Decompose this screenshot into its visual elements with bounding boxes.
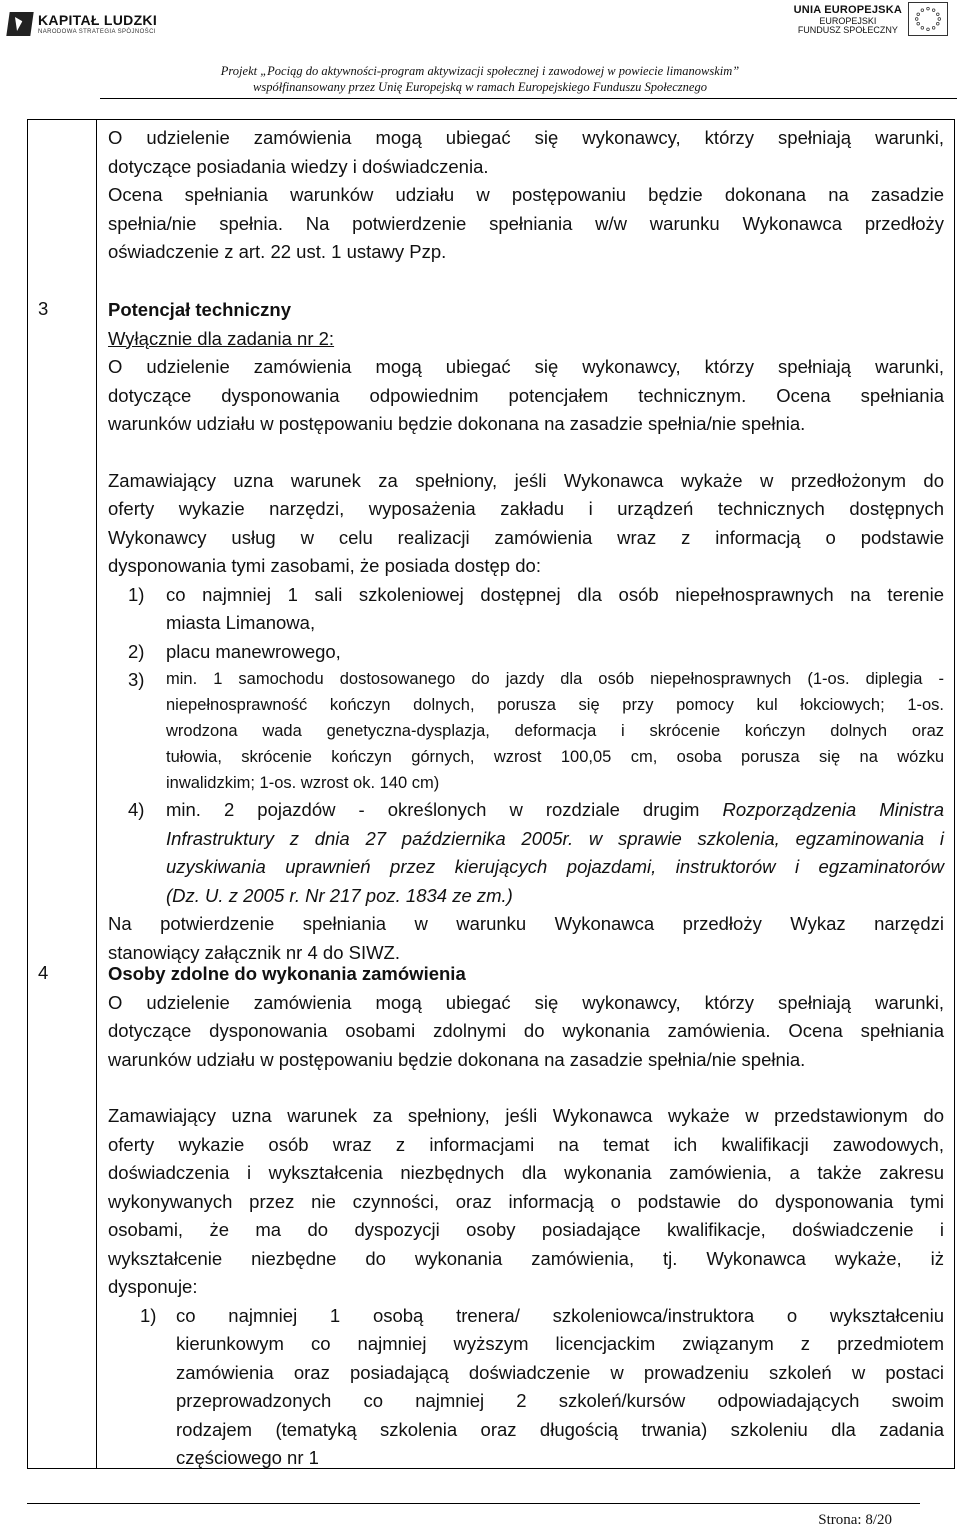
- column-divider: [96, 120, 97, 1468]
- text-line: Na potwierdzenie spełniania w warunku Wykonawca przedłoży Wykaz narzędzi: [108, 913, 944, 934]
- text-line: przeprowadzonych co najmniej 2 szkoleń/kursów odpowiadających swoim: [176, 1390, 944, 1411]
- row1-content: [108, 124, 944, 267]
- text-line: miasta Limanowa,: [166, 612, 316, 633]
- row3-title: Potencjał techniczny: [108, 299, 291, 320]
- text-line: doświadczenia i wykształcenia niezbędnych dla wykonania zamówienia, a także zakresu: [108, 1162, 944, 1183]
- eu-logo-line3: FUNDUSZ SPOŁECZNY: [797, 24, 898, 35]
- conditions-table: [27, 119, 955, 1469]
- list-number: 2): [128, 640, 145, 662]
- text-line: Zamawiający uzna warunek za spełniony, jeśli Wykonawca wykaże w przedłożonym do: [108, 469, 944, 491]
- text-line: dotyczące dysponowania osobami zdolnymi do wykonania zamówienia. Ocena spełniania: [108, 1020, 944, 1041]
- text-line: zamówienia oraz posiadającą doświadczenie w prowadzeniu szkoleń w postaci: [176, 1361, 944, 1383]
- text-line: wykształcenie niezbędne do wykonania zamówienia, tj. Wykonawca wykaże, iż: [108, 1247, 944, 1269]
- text-line: min. 1 samochodu dostosowanego do jazdy dla osób niepełnosprawnych (1-os. diplegia -: [166, 670, 944, 688]
- list-number: 1): [128, 583, 145, 605]
- text-line: kierunkowym co najmniej wyższym licencjackim związanym z przedmiotem: [176, 1333, 944, 1354]
- list-item: [108, 796, 944, 910]
- text-line: O udzielenie zamówienia mogą ubiegać się wykonawcy, którzy spełniają warunki,: [108, 127, 944, 148]
- project-title-line1: Projekt „Pociąg do aktywności-program aktywizacji społecznej i zawodowej w powiecie limanowskim”: [220, 64, 740, 78]
- text-line: oświadczenie z art. 22 ust. 1 ustawy Pzp.: [108, 241, 447, 262]
- text-line: dysponowania tymi zasobami, że posiada dostęp do:: [108, 555, 541, 576]
- text-line: Infrastruktury z dnia 27 października 2005r. w sprawie szkolenia, egzaminowania i: [166, 827, 944, 849]
- row4-title: Osoby zdolne do wykonania zamówienia: [108, 963, 466, 984]
- text-line: co najmniej 1 osobą trenera/ szkoleniowca/instruktora o wykształceniu: [176, 1304, 944, 1326]
- list-item: [108, 638, 944, 667]
- list-item: [108, 1302, 944, 1473]
- row3-subtitle: Wyłącznie dla zadania nr 2:: [108, 327, 335, 349]
- text-line: placu manewrowego,: [166, 640, 341, 662]
- header-divider: [100, 98, 957, 99]
- text-line: rodzajem (tematyką szkolenia oraz długością trwania) szkoleniu dla zadania: [176, 1418, 944, 1440]
- list-number: 4): [128, 799, 145, 820]
- text-line: co najmniej 1 sali szkoleniowej dostępnej dla osób niepełnosprawnych na terenie: [166, 583, 944, 605]
- text-line: dysponuje:: [108, 1276, 198, 1297]
- text-span: min. 2 pojazdów - określonych w rozdziale drugim: [166, 799, 723, 820]
- text-line: oferty wykazie osób wraz z informacjami na temat ich kwalifikacji zawodowych,: [108, 1133, 944, 1155]
- list-number: 1): [140, 1304, 157, 1326]
- text-line: warunków udziału w postępowaniu będzie dokonana na zasadzie spełnia/nie spełnia.: [108, 1048, 806, 1070]
- text-line: niepełnosprawność kończyn dolnych, porusza się przy pomocy kul łokciowych; 1-os.: [166, 696, 944, 714]
- text-line: warunków udziału w postępowaniu będzie dokonana na zasadzie spełnia/nie spełnia.: [108, 413, 806, 434]
- text-line: stanowiący załącznik nr 4 do SIWZ.: [108, 941, 400, 963]
- kl-logo-sub: NARODOWA STRATEGIA SPÓJNOŚCI: [38, 29, 156, 35]
- row3-number: 3: [38, 298, 49, 319]
- list-item: [108, 581, 944, 638]
- text-line: wykonywanych przez nie czynności, oraz informacją o podstawie do dysponowania tymi: [108, 1190, 944, 1212]
- text-line: Wykonawcy usług w celu realizacji zamówienia wraz z informacją o podstawie: [108, 526, 944, 548]
- text-line: (Dz. U. z 2005 r. Nr 217 poz. 1834 ze zm.): [166, 884, 513, 906]
- text-line: inwalidzkim; 1-os. wzrost ok. 140 cm): [166, 774, 440, 792]
- text-line: Ocena spełniania warunków udziału w postępowaniu będzie dokonana na zasadzie: [108, 184, 944, 205]
- eu-logo-line1: UNIA EUROPEJSKA: [793, 4, 902, 16]
- regulation-title: Rozporządzenia Ministra: [722, 799, 945, 820]
- row3-content: [108, 296, 944, 967]
- text-line: częściowego nr 1: [176, 1447, 319, 1468]
- eu-flag-icon: [908, 2, 948, 36]
- kapital-ludzki-icon: [6, 12, 33, 36]
- eu-logo-line2: EUROPEJSKI: [819, 15, 877, 26]
- text-line: dotyczące dysponowania odpowiednim potencjałem technicznym. Ocena spełniania: [108, 384, 944, 406]
- text-line: osobami, że ma do dyspozycji osoby posiadające kwalifikacje, doświadczenie i: [108, 1219, 944, 1240]
- text-line: spełnia/nie spełnia. Na potwierdzenie spełniania w/w warunku Wykonawca przedłoży: [108, 212, 944, 234]
- text-line: O udzielenie zamówienia mogą ubiegać się wykonawcy, którzy spełniają warunki,: [108, 356, 944, 377]
- text-line: O udzielenie zamówienia mogą ubiegać się wykonawcy, którzy spełniają warunki,: [108, 991, 944, 1013]
- text-line: uzyskiwania uprawnień przez kierujących pojazdami, instruktorów i egzaminatorów: [166, 856, 944, 877]
- eu-logo-text: [794, 5, 902, 35]
- page-number: Strona: 8/20: [818, 1512, 892, 1528]
- text-line: oferty wykazie narzędzi, wyposażenia zakładu i urządzeń technicznych dostępnych: [108, 498, 944, 519]
- project-title-line2: współfinansowany przez Unię Europejską w ramach Europejskiego Funduszu Społecznego: [253, 80, 707, 94]
- page-header: [0, 0, 960, 100]
- text-line: Zamawiający uzna warunek za spełniony, jeśli Wykonawca wykaże w przedstawionym do: [108, 1105, 944, 1126]
- footer-divider: [27, 1503, 920, 1504]
- text-line: dotyczące posiadania wiedzy i doświadczenia.: [108, 155, 489, 177]
- list-item: [108, 666, 944, 796]
- row4-number: 4: [38, 962, 49, 983]
- list-number: 3): [128, 669, 145, 690]
- kl-logo-name: KAPITAŁ LUDZKI: [38, 12, 158, 28]
- kapital-ludzki-logo: [8, 12, 157, 36]
- row4-content: [108, 960, 944, 1473]
- text-line: tułowia, skrócenie kończyn górnych, wzrost 100,05 cm, osoba porusza się na wózku: [166, 748, 944, 766]
- text-line: wrodzona wada genetyczna-dysplazja, deformacja i skrócenie kończyn dolnych oraz: [166, 722, 944, 740]
